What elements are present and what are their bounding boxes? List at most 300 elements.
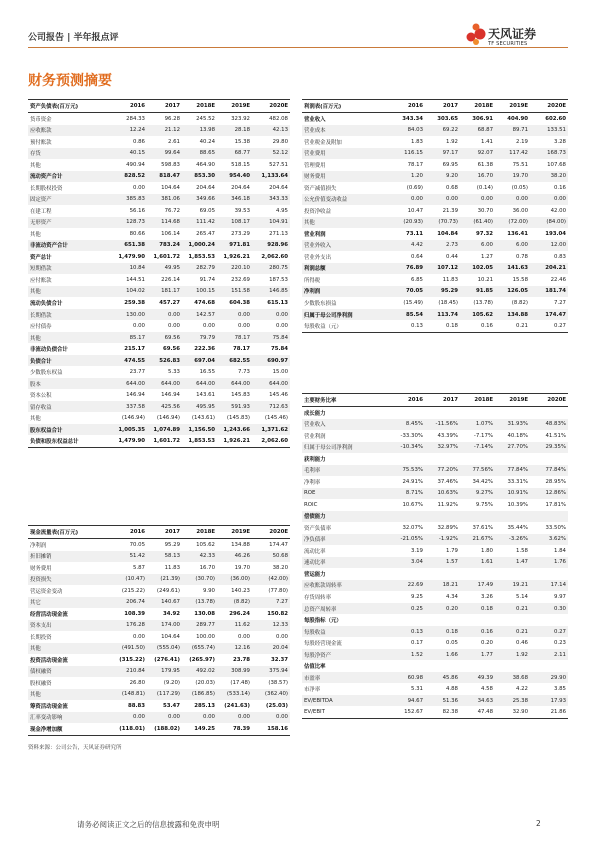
row-value: 51.42 [112, 551, 147, 563]
row-value: 0.00 [112, 712, 147, 724]
year-header: 2017 [147, 526, 182, 539]
row-value: 69.56 [147, 332, 182, 344]
row-value: -7.14% [460, 442, 495, 454]
row-label: 利润总额 [302, 263, 390, 275]
row-label: 市盈率 [302, 672, 390, 684]
row-value: 102.05 [460, 263, 495, 275]
table-row [28, 401, 290, 413]
row-label: 其他 [28, 286, 112, 298]
row-label: 流动比率 [304, 548, 326, 555]
row-value: 73.11 [405, 230, 423, 237]
row-value: 0.00 [167, 323, 180, 330]
row-value: 518.15 [231, 161, 250, 168]
section-title: 财务预测摘要 [28, 73, 112, 89]
row-value: 48.83% [530, 419, 568, 431]
row-value: 96.28 [164, 115, 180, 122]
row-value: 68.77 [217, 148, 252, 160]
row-value: 349.66 [182, 194, 217, 206]
row-value: (655.74) [182, 643, 217, 655]
table-row [302, 442, 568, 454]
row-value: (20.03) [195, 679, 215, 686]
row-label: 应付账款 [30, 277, 52, 284]
disclaimer-footer: 请务必阅读正文之后的信息披露和免责申明 [77, 820, 220, 829]
row-value: 31.93% [495, 419, 530, 431]
table-row [28, 562, 290, 574]
row-value: 0.83 [553, 253, 566, 260]
row-value [495, 568, 530, 580]
row-value: 34.63 [460, 695, 495, 707]
table-row [302, 499, 568, 511]
row-value: 0.44 [445, 253, 458, 260]
row-value: 97.32 [475, 230, 493, 237]
row-value: 78.39 [217, 723, 252, 735]
row-value: 1,601.72 [153, 253, 180, 260]
row-value: 12.24 [112, 125, 147, 137]
row-value: 19.70 [234, 564, 250, 571]
row-value: 7.27 [553, 300, 566, 306]
row-value: 644.00 [217, 378, 252, 390]
table-row [28, 217, 290, 229]
row-value: 16.70 [199, 564, 215, 571]
row-value: 113.74 [425, 309, 460, 321]
row-value: 0.05 [445, 640, 458, 647]
row-value: 61.38 [477, 161, 493, 168]
row-value: 82.38 [425, 706, 460, 718]
row-value: 20.04 [252, 643, 290, 655]
row-label: 公允价值变动收益 [302, 194, 390, 206]
year-header: 2019E [495, 394, 530, 407]
row-value: 206.74 [112, 597, 147, 609]
row-value: 23.78 [232, 656, 250, 663]
row-value: 0.21 [495, 603, 530, 615]
financial-ratios-table [302, 393, 568, 719]
row-value: (118.01) [112, 723, 147, 735]
row-value: 0.00 [252, 309, 290, 321]
row-value: 17.81% [545, 501, 566, 508]
table-row [28, 148, 290, 160]
row-value: 4.22 [515, 686, 528, 693]
row-label: 每股指标（元） [304, 618, 342, 625]
year-header: 2018E [460, 394, 495, 407]
row-value: 152.67 [390, 706, 425, 718]
row-label: 净利润 [302, 286, 390, 298]
row-value [495, 453, 530, 465]
row-label: 营业利润 [304, 433, 326, 440]
row-value: 50.68 [252, 551, 290, 563]
row-value: 8.45% [390, 419, 425, 431]
row-label: 现金净增加额 [28, 723, 112, 735]
row-value: 12.16 [217, 643, 252, 655]
row-value: 3.28 [553, 138, 566, 145]
row-value: 141.63 [495, 263, 530, 275]
row-value: 10.47 [407, 207, 423, 214]
table-row [302, 591, 568, 603]
row-value: 682.55 [217, 355, 252, 367]
table-row [28, 585, 290, 597]
row-value: 1,371.62 [252, 424, 290, 436]
row-value: 1,479.90 [112, 435, 147, 447]
row-value: 49.95 [147, 263, 182, 275]
row-value: 0.68 [445, 184, 458, 191]
row-label: 预付账款 [30, 139, 52, 146]
row-value: (15.49) [403, 300, 423, 306]
table-row [302, 136, 568, 148]
row-value: 0.16 [460, 320, 495, 332]
row-value: 69.05 [199, 207, 215, 214]
row-value: 971.81 [217, 240, 252, 252]
row-value: 106.14 [161, 230, 180, 237]
row-value: 271.13 [269, 230, 288, 237]
year-header: 2020E [530, 100, 568, 113]
row-value: 42.13 [252, 125, 290, 137]
row-value: 1.07% [460, 419, 495, 431]
row-value: 99.64 [147, 148, 182, 160]
row-value: 130.08 [194, 610, 215, 617]
row-label: 少数股东损益 [304, 301, 337, 307]
table-row [302, 419, 568, 431]
table-row [28, 689, 290, 701]
table-row [302, 637, 568, 649]
row-value: 146.94 [161, 392, 180, 399]
row-value: 3.19 [410, 547, 423, 554]
row-value: 1.76 [530, 557, 568, 569]
row-value: 280.75 [252, 263, 290, 275]
row-value: 1,853.53 [188, 253, 215, 260]
row-label: 其他 [28, 643, 112, 655]
table-row [302, 297, 568, 309]
row-value: 12.33 [252, 620, 290, 632]
table-row [28, 435, 290, 447]
row-value [460, 407, 495, 419]
row-value: 602.60 [545, 115, 566, 122]
row-value: (265.97) [189, 656, 215, 663]
row-value: 4.58 [480, 686, 493, 693]
row-value: 33.31% [507, 478, 528, 485]
row-value: 204.64 [269, 184, 288, 191]
year-header: 2019E [495, 100, 530, 113]
row-label: 市净率 [304, 687, 321, 694]
row-value: 13.98 [182, 125, 217, 137]
row-value: 1,926.21 [217, 435, 252, 447]
table-row [302, 568, 568, 580]
row-value: 68.87 [460, 125, 495, 137]
row-value: 1,601.72 [147, 435, 182, 447]
row-value: 70.05 [390, 286, 425, 298]
row-value: 204.64 [196, 184, 215, 191]
row-value: 0.25 [390, 603, 425, 615]
table-row [28, 412, 290, 424]
row-value: 2,062.60 [252, 435, 290, 447]
row-value: 204.64 [231, 184, 250, 191]
row-value: 34.92 [162, 610, 180, 617]
row-label: 营运资金变动 [30, 588, 63, 595]
row-value: 1,853.53 [182, 435, 217, 447]
row-value: 22.69 [390, 580, 425, 592]
table-row [28, 551, 290, 563]
table-header-row [302, 394, 568, 407]
row-value: 604.38 [229, 300, 250, 306]
row-value: (25.03) [266, 702, 288, 709]
row-value: 490.94 [126, 161, 145, 168]
row-value: 17.93 [530, 695, 568, 707]
table-row [28, 251, 290, 263]
row-value: 0.00 [217, 309, 252, 321]
row-value: 146.94 [126, 392, 145, 399]
row-value: 0.27 [530, 626, 568, 638]
table-row [28, 240, 290, 252]
row-value: 245.52 [196, 115, 215, 122]
header-rule [28, 47, 568, 48]
row-value: 0.86 [132, 138, 145, 145]
row-value: 151.58 [217, 286, 252, 298]
row-value: 615.13 [267, 300, 288, 306]
row-label: 每股经营现金流 [304, 641, 342, 648]
row-value: 51.36 [425, 695, 460, 707]
row-value: 818.47 [147, 171, 182, 183]
row-value: 1,000.24 [182, 240, 217, 252]
row-label: 非流动负债合计 [30, 347, 68, 354]
row-value [425, 568, 460, 580]
row-value: 204.21 [530, 263, 568, 275]
row-value: 651.38 [112, 240, 147, 252]
row-value: 145.83 [231, 392, 250, 399]
row-label: 估值比率 [304, 664, 326, 671]
row-label: 每股收益（元） [302, 320, 390, 332]
row-value: -11.56% [425, 419, 460, 431]
row-value: (276.41) [154, 656, 180, 663]
row-value: (241.63) [224, 702, 250, 709]
row-value: 21.39 [442, 207, 458, 214]
row-value: 289.77 [182, 620, 217, 632]
row-value: 259.38 [124, 300, 145, 306]
row-value [460, 511, 495, 523]
page-number: 2 [536, 819, 541, 828]
row-value: 84.03 [390, 125, 425, 137]
row-value: (146.94) [121, 415, 145, 422]
row-value: 0.00 [237, 323, 250, 330]
row-value: 42.33 [182, 551, 217, 563]
row-value: 10.39% [507, 501, 528, 508]
row-value: 0.17 [410, 640, 423, 647]
row-value: 1,074.89 [147, 424, 182, 436]
row-value: 11.92% [437, 501, 458, 508]
row-label: 营运能力 [304, 571, 326, 578]
row-label: 股东权益合计 [28, 424, 112, 436]
row-value: 38.20 [272, 564, 288, 571]
row-value: 2.73 [425, 240, 460, 252]
table-row [302, 274, 568, 286]
row-value: 474.68 [194, 300, 215, 306]
row-value: 0.21 [495, 626, 530, 638]
row-value: (117.29) [147, 689, 182, 701]
row-value [390, 614, 425, 626]
row-value: 385.83 [112, 194, 147, 206]
logo-flame-icon [466, 22, 486, 46]
row-value: 16.55 [199, 369, 215, 376]
row-label: 负债合计 [28, 355, 112, 367]
row-value: 95.29 [164, 541, 180, 548]
table-row [302, 649, 568, 661]
row-value: 27.70% [495, 442, 530, 454]
row-value: 26.80 [129, 679, 145, 686]
row-value: 9.90 [202, 587, 215, 594]
row-value: 150.82 [267, 610, 288, 617]
row-value: 5.87 [132, 564, 145, 571]
cash-flow-table [28, 525, 290, 736]
row-value: (20.93) [390, 217, 425, 229]
year-header: 2018E [460, 100, 495, 113]
row-value: 0.23 [553, 640, 566, 647]
row-value: 19.21 [495, 580, 530, 592]
table-row [302, 580, 568, 592]
row-value: 100.00 [196, 633, 215, 640]
row-value: 89.71 [495, 125, 530, 137]
row-value: 0.00 [147, 712, 182, 724]
row-value: (215.22) [121, 587, 145, 594]
row-value: (30.70) [182, 574, 217, 586]
row-label: 投资净收益 [304, 208, 331, 215]
row-value: 78.17 [217, 332, 252, 344]
row-label: 获利能力 [304, 456, 326, 463]
row-value: 144.51 [126, 276, 145, 283]
row-value: 0.18 [425, 320, 460, 332]
row-value: (42.00) [252, 574, 290, 586]
row-value: 1.80 [480, 547, 493, 554]
row-value: 29.35% [530, 442, 568, 454]
row-value: 0.64 [410, 253, 423, 260]
row-value [425, 614, 460, 626]
year-header: 2020E [252, 100, 290, 113]
row-label: 经营活动现金流 [30, 611, 68, 618]
year-header: 2017 [425, 394, 460, 407]
row-value: 1.58 [515, 547, 528, 554]
row-value [495, 660, 530, 672]
row-value: 41.51% [545, 432, 566, 439]
row-value: 174.47 [269, 541, 288, 548]
row-value: 10.91% [495, 488, 530, 500]
row-value: 77.84% [530, 465, 568, 477]
row-value: 0.00 [252, 712, 290, 724]
row-label: 所得税 [304, 277, 321, 284]
row-value: 187.53 [269, 276, 288, 283]
row-value: 140.23 [231, 587, 250, 594]
row-value [530, 614, 568, 626]
row-value: 40.18% [507, 432, 528, 439]
row-value: 92.07 [460, 148, 495, 160]
row-value: 9.27% [460, 488, 495, 500]
row-value: 29.90 [530, 672, 568, 684]
row-label: ROE [302, 488, 390, 500]
row-value: 0.00 [132, 633, 145, 640]
row-label: 在建工程 [30, 208, 52, 215]
row-value: 17.49 [460, 580, 495, 592]
row-value: 75.84 [252, 332, 290, 344]
row-value: (9.20) [163, 679, 180, 686]
row-value: 133.51 [530, 125, 568, 137]
row-value: 6.85 [410, 276, 423, 283]
row-value [425, 407, 460, 419]
row-label: 财务费用 [30, 565, 52, 572]
row-value: 116.15 [390, 148, 425, 160]
row-value: 32.07% [402, 524, 423, 531]
table-row [302, 113, 568, 125]
row-value: 168.73 [530, 148, 568, 160]
row-value: 111.42 [182, 217, 217, 229]
row-value: 2,062.60 [261, 253, 288, 260]
row-label: 其他 [30, 162, 41, 169]
table-row [302, 148, 568, 160]
row-value: (13.78) [182, 597, 217, 609]
row-label: 资产负债率 [304, 525, 331, 532]
table-row [302, 228, 568, 240]
row-value: 193.04 [545, 230, 566, 237]
row-value: 181.17 [147, 286, 182, 298]
table-row [28, 274, 290, 286]
row-value: 1,926.21 [223, 253, 250, 260]
row-value: (555.04) [147, 643, 182, 655]
row-value: 2.11 [530, 649, 568, 661]
row-value: 6.00 [495, 240, 530, 252]
table-row [28, 631, 290, 643]
row-value: 7.27 [252, 597, 290, 609]
logo-en-text: TF SECURITIES [488, 41, 528, 47]
row-value [460, 614, 495, 626]
row-value: (36.00) [217, 574, 252, 586]
row-value: 0.00 [202, 323, 215, 330]
row-value: 464.90 [196, 161, 215, 168]
row-value: 23.77 [129, 369, 145, 376]
table-row [302, 309, 568, 321]
table-row [28, 297, 290, 309]
table-row [302, 430, 568, 442]
row-value: 10.21 [477, 276, 493, 283]
row-value: 18.21 [425, 580, 460, 592]
table-row [28, 355, 290, 367]
row-value: 1.47 [495, 557, 530, 569]
row-value [495, 407, 530, 419]
row-value: 2.19 [515, 138, 528, 145]
row-value: (21.39) [147, 574, 182, 586]
row-value: (186.85) [182, 689, 217, 701]
row-value: 783.24 [147, 240, 182, 252]
row-value: 285.13 [194, 702, 215, 709]
row-value: 296.24 [229, 610, 250, 617]
row-value: 36.00 [512, 207, 528, 214]
table-row [28, 125, 290, 137]
row-value: 526.83 [147, 355, 182, 367]
row-value: 8.71% [390, 488, 425, 500]
row-value: 136.41 [507, 230, 528, 237]
row-value: 284.33 [126, 115, 145, 122]
row-label: 投资活动现金流 [30, 657, 68, 664]
row-value: 15.58 [512, 276, 528, 283]
row-value: 4.42 [390, 240, 425, 252]
row-value [390, 453, 425, 465]
table-row [302, 603, 568, 615]
row-value: 134.88 [495, 309, 530, 321]
row-value: 346.18 [217, 194, 252, 206]
row-value: 0.21 [495, 320, 530, 332]
row-value: 174.00 [147, 620, 182, 632]
row-value: 0.16 [553, 184, 566, 191]
row-value: 3.04 [390, 557, 425, 569]
row-value: 77.20% [425, 465, 460, 477]
row-value: 1,005.35 [112, 424, 147, 436]
row-value: 0.46 [515, 640, 528, 647]
table-row [302, 240, 568, 252]
row-value: 0.00 [182, 712, 217, 724]
row-value [530, 453, 568, 465]
